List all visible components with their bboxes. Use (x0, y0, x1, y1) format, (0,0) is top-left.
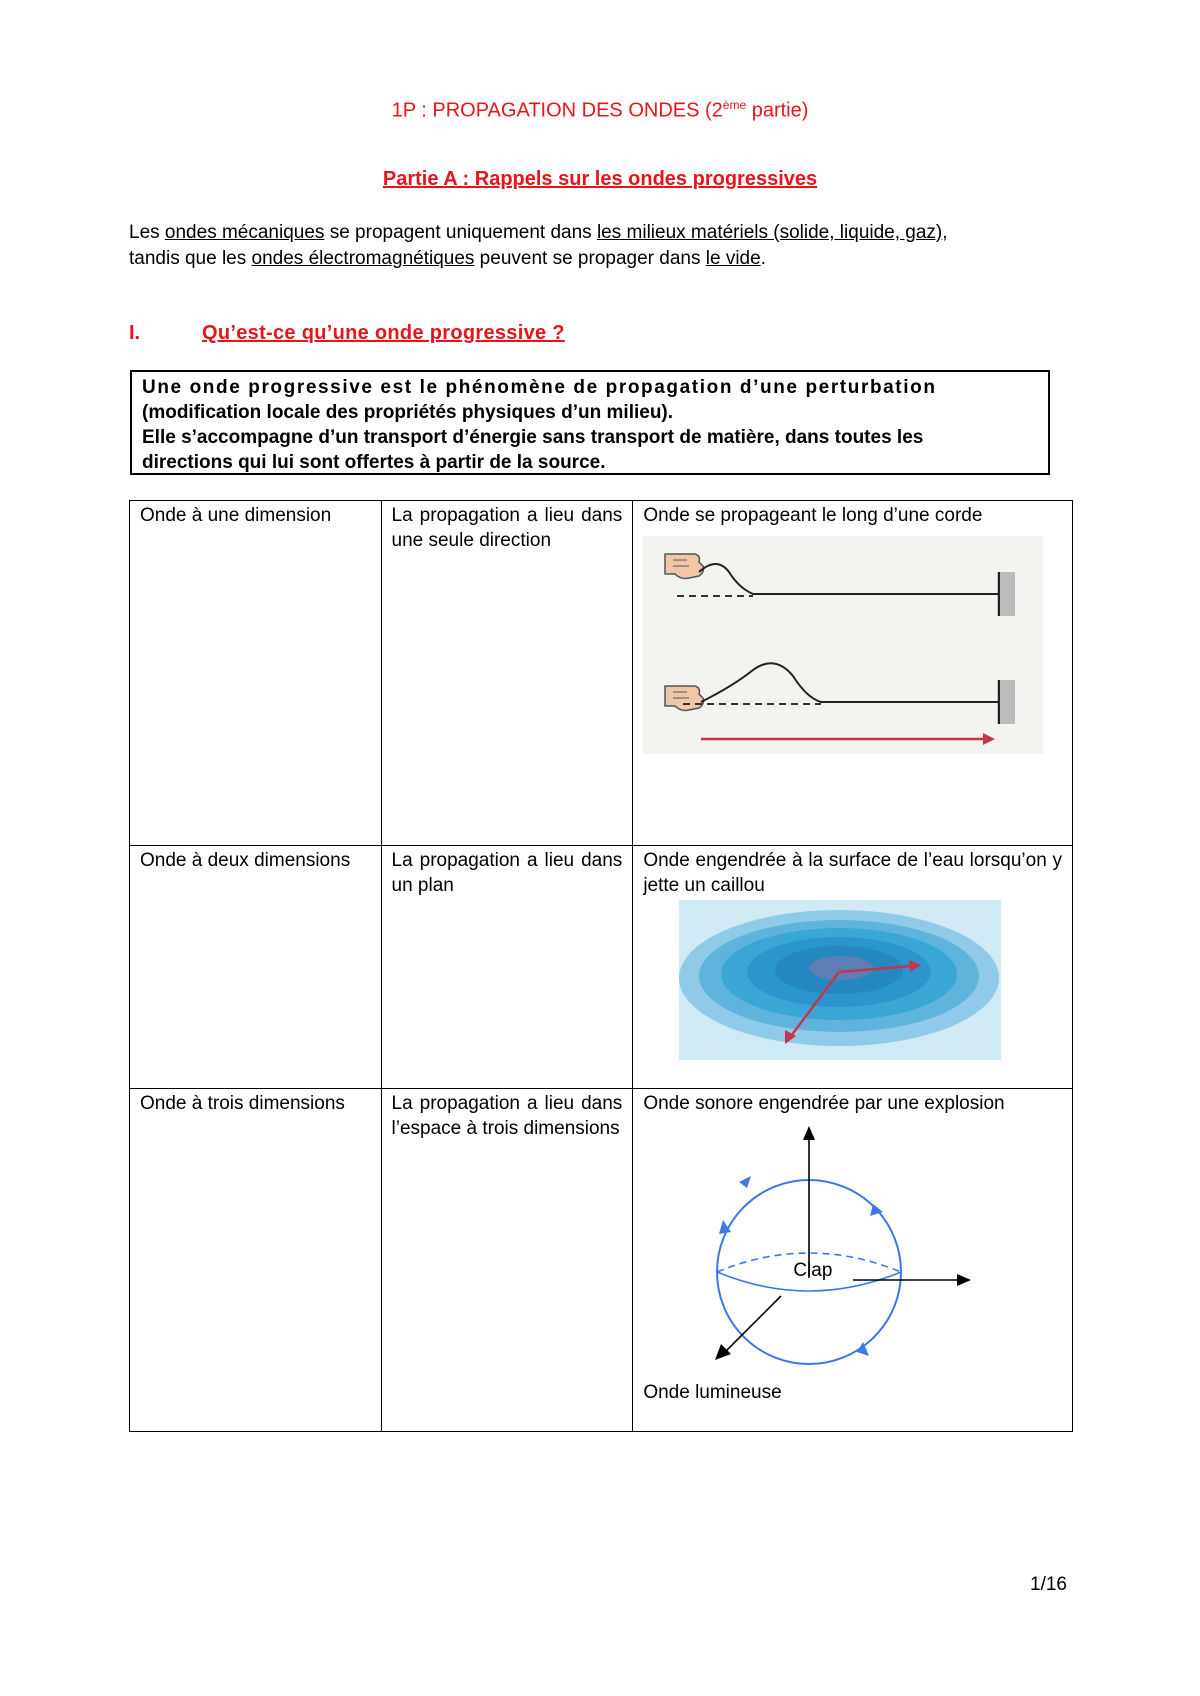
term-vacuum: le vide (705, 248, 761, 269)
wave-example-cell (633, 501, 1073, 846)
table-row (130, 501, 1073, 846)
water-wave-figure (643, 900, 1062, 1067)
wall-icon (999, 572, 1015, 616)
wave-example-cell (633, 846, 1073, 1089)
example-text: Onde engendrée à la surface de l’eau lorsqu’on y jette un caillou (643, 850, 1062, 896)
page-number: 1/16 (1030, 1574, 1067, 1595)
definition-line: directions qui lui sont offertes à partir de la source. (142, 452, 606, 473)
section-number: I. (129, 322, 141, 344)
wave-type-cell: Onde à trois dimensions (130, 1089, 382, 1432)
wall-icon (999, 680, 1015, 724)
wave-example-cell (633, 1089, 1073, 1432)
example-text: Onde sonore engendrée par une explosion (643, 1093, 1005, 1114)
term-mechanical-waves: ondes mécaniques (164, 222, 325, 243)
wave-description-cell: La propagation a lieu dans l’espace à trois dimensions (381, 1089, 633, 1432)
rope-wave-figure (643, 536, 1062, 761)
definition-line: Une onde progressive est le phénomène de propagation d’une perturbation (142, 377, 937, 398)
example-footer: Onde lumineuse (643, 1382, 782, 1403)
arrow-icon (853, 1274, 971, 1286)
figure-label: Clap (793, 1260, 833, 1281)
wave-type-cell: Onde à deux dimensions (130, 846, 382, 1089)
term-material-media: les milieux matériels (solide, liquide, gaz) (596, 222, 943, 243)
example-text: Onde se propageant le long d’une corde (643, 505, 983, 526)
arrow-icon (803, 1126, 815, 1278)
part-title: Partie A : Rappels sur les ondes progressives (382, 168, 818, 190)
intro-paragraph: Les ondes mécaniques se propagent uniquement dans les milieux matériels (solide, liquide, gaz), tandis que les ondes électromagnétiques peuvent se propager dans le vide. (129, 222, 948, 269)
definition-box (130, 370, 1050, 475)
definition-line: (modification locale des propriétés physiques d’un milieu). (142, 402, 674, 423)
wave-type-cell: Onde à une dimension (130, 501, 382, 846)
wave-description-cell: La propagation a lieu dans un plan (381, 846, 633, 1089)
definition-line: Elle s’accompagne d’un transport d’énergie sans transport de matière, dans toutes les (142, 427, 924, 448)
document-title: 1P : PROPAGATION DES ONDES (2ème partie) (391, 98, 809, 122)
table-row (130, 1089, 1073, 1432)
section-title: Qu’est-ce qu’une onde progressive ? (202, 322, 565, 344)
arrow-icon (715, 1296, 781, 1360)
wave-types-table (129, 500, 1073, 1432)
table-row (130, 846, 1073, 1089)
wave-description-cell: La propagation a lieu dans une seule direction (381, 501, 633, 846)
sphere-wave-figure (643, 1116, 1043, 1376)
section-heading (129, 322, 565, 345)
term-em-waves: ondes électromagnétiques (251, 248, 475, 269)
